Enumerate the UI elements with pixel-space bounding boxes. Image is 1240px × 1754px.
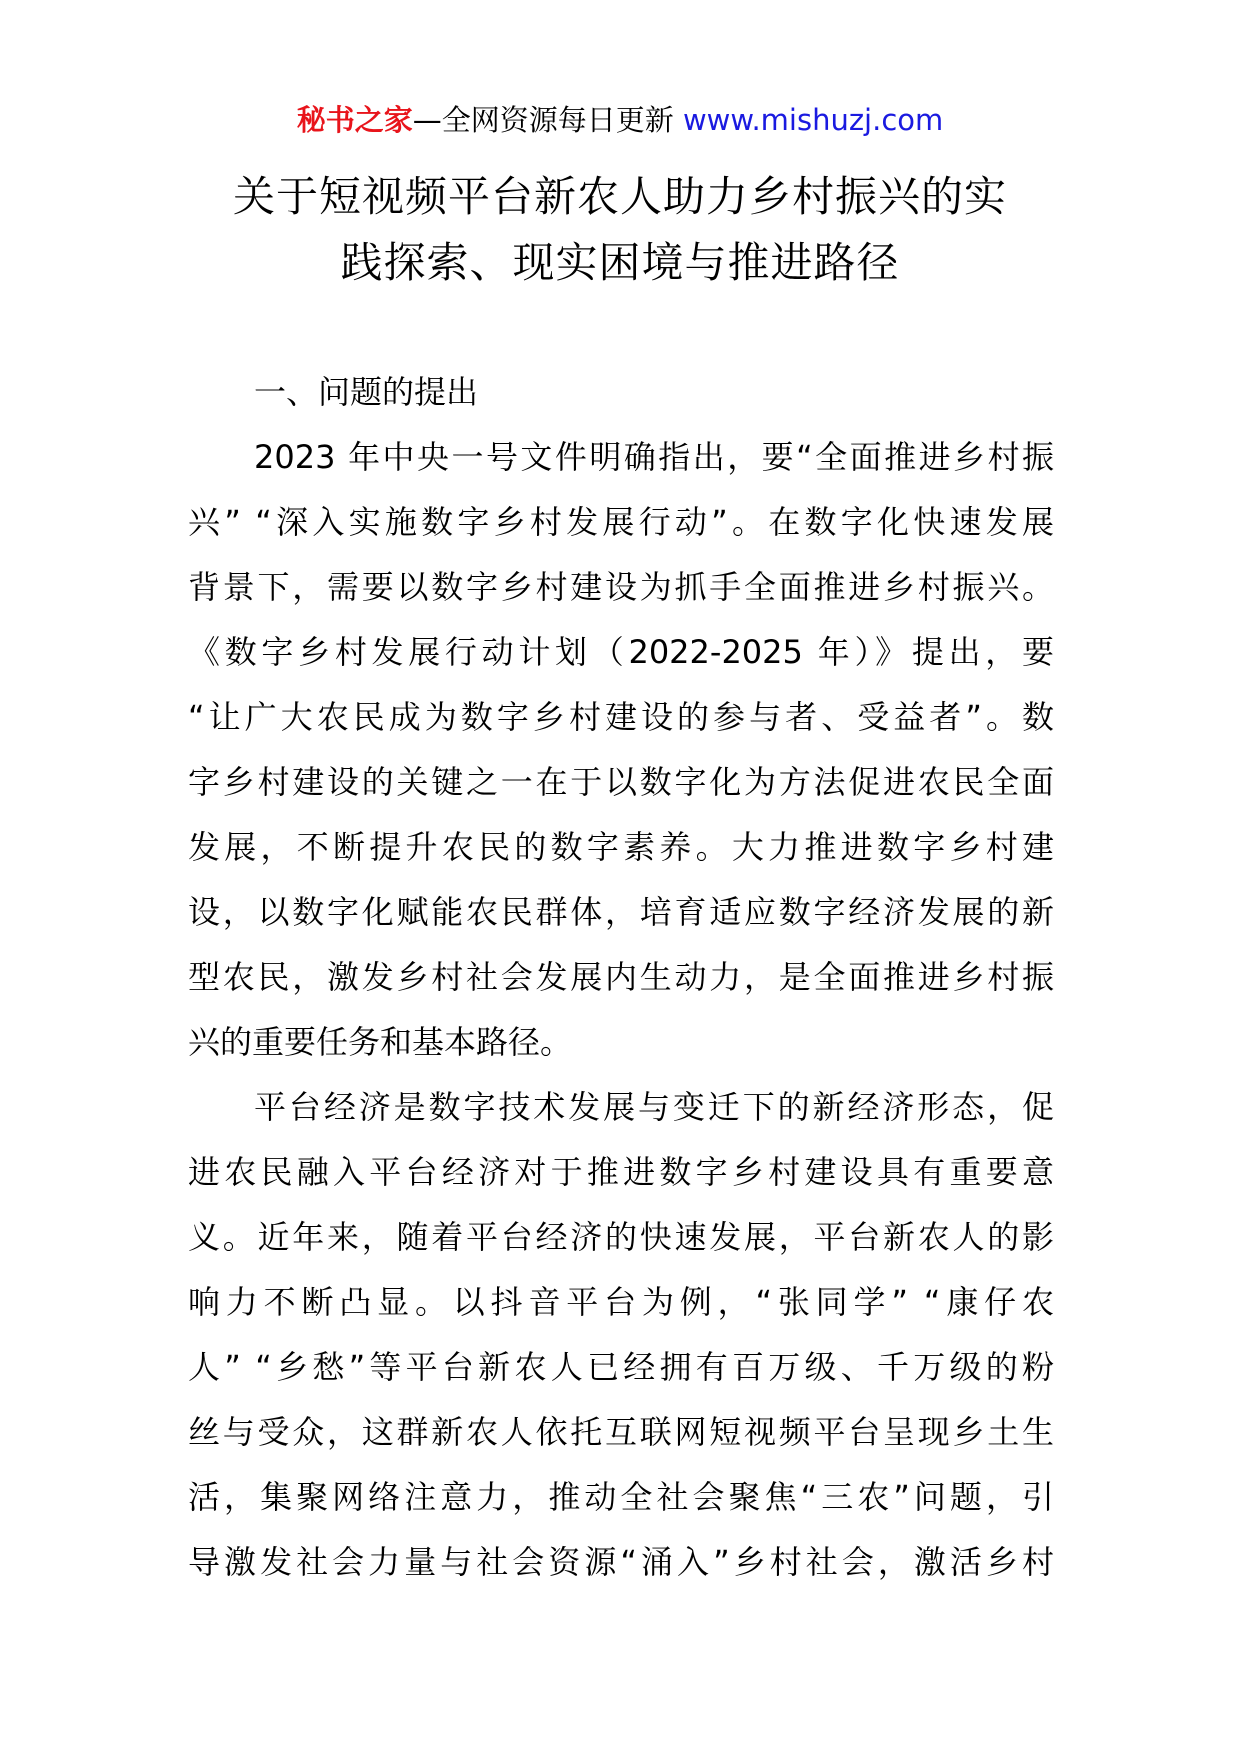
paragraph-line: “让广大农民成为数字乡村建设的参与者、受益者”。数: [188, 698, 1054, 736]
document-body: [188, 360, 1054, 1595]
document-title: [150, 164, 1090, 296]
paragraph-line: 背景下，需要以数字乡村建设为抓手全面推进乡村振兴。: [188, 568, 1054, 606]
site-header: [0, 100, 1240, 140]
paragraph-1: [188, 425, 1054, 1075]
paragraph-line: 响力不断凸显。以抖音平台为例，“张同学” “康仔农: [188, 1283, 1054, 1321]
paragraph-2: [188, 1075, 1054, 1595]
paragraph-line: 人” “乡愁”等平台新农人已经拥有百万级、千万级的粉: [188, 1348, 1054, 1386]
header-tagline: —全网资源每日更新: [412, 103, 674, 137]
paragraph-line: 义。近年来，随着平台经济的快速发展，平台新农人的影: [188, 1218, 1054, 1256]
title-line: 践探索、现实困境与推进路径: [340, 238, 900, 287]
paragraph-line: 兴的重要任务和基本路径。: [188, 1023, 573, 1061]
paragraph-line: 《数字乡村发展行动计划（2022-2025 年）》提出，要: [188, 633, 1054, 671]
paragraph-line: 兴” “深入实施数字乡村发展行动”。在数字化快速发展: [188, 503, 1054, 541]
paragraph-line: 丝与受众，这群新农人依托互联网短视频平台呈现乡土生: [188, 1413, 1054, 1451]
section-heading: 一、问题的提出: [254, 373, 479, 411]
paragraph-line: 设，以数字化赋能农民群体，培育适应数字经济发展的新: [188, 893, 1054, 931]
paragraph-line: 字乡村建设的关键之一在于以数字化为方法促进农民全面: [188, 763, 1054, 801]
title-line: 关于短视频平台新农人助力乡村振兴的实: [232, 172, 1007, 221]
brand-name: 秘书之家: [296, 103, 413, 137]
paragraph-line: 平台经济是数字技术发展与变迁下的新经济形态，促: [254, 1088, 1054, 1126]
site-url-link[interactable]: www.mishuzj.com: [682, 103, 944, 137]
paragraph-line: 2023 年中央一号文件明确指出，要“全面推进乡村振: [254, 438, 1054, 476]
paragraph-line: 型农民，激发乡村社会发展内生动力，是全面推进乡村振: [188, 958, 1054, 996]
paragraph-line: 活，集聚网络注意力，推动全社会聚焦“三农”问题，引: [188, 1478, 1054, 1516]
paragraph-line: 发展，不断提升农民的数字素养。大力推进数字乡村建: [188, 828, 1054, 866]
paragraph-line: 进农民融入平台经济对于推进数字乡村建设具有重要意: [188, 1153, 1054, 1191]
paragraph-line: 导激发社会力量与社会资源“涌入”乡村社会，激活乡村: [188, 1543, 1054, 1581]
